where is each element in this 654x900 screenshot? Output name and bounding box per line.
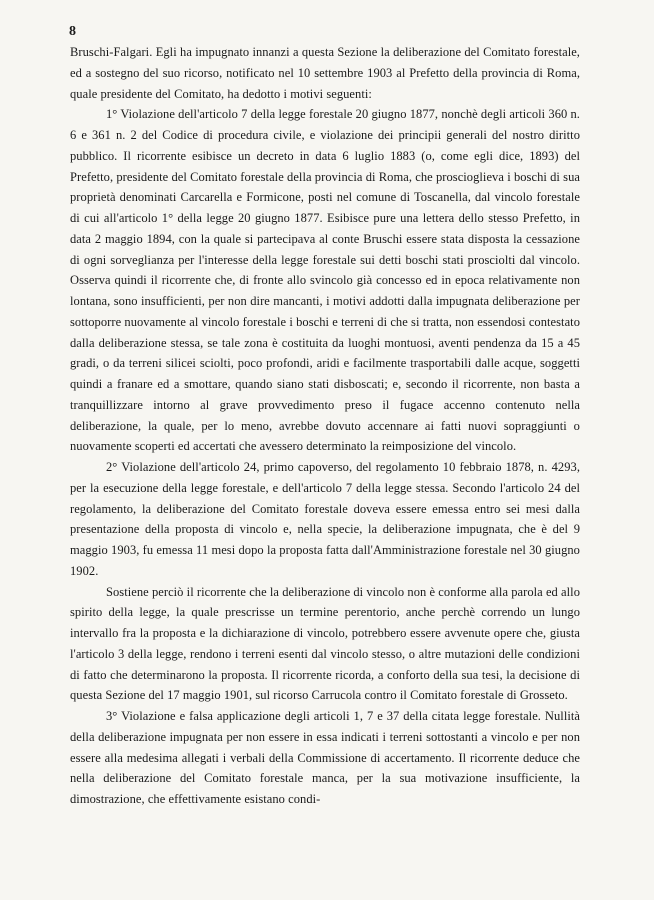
- paragraph-motive-1: 1° Violazione dell'articolo 7 della legge forestale 20 giugno 1877, nonchè degli articoli 360 n. 6 e 361 n. 2 del Codice di procedura civile, e violazione dei principii generali del nostro diritto pubblico. Il ricorrente esibisce un decreto in data 6 luglio 1883 (o, come egli dice, 1893) del Prefetto, presidente del Comitato forestale della provincia di Roma, che proscioglieva i boschi di sua proprietà denominati Carcarella e Formicone, posti nel comune di Toscanella, dal vincolo forestale di cui all'articolo 1° della legge 20 giugno 1877. Esibisce pure una lettera dello stesso Prefetto, in data 2 maggio 1894, con la quale si partecipava al conte Bruschi essere stata disposta la cessazione di ogni sorveglianza per l'interesse della legge forestale sui detti boschi stati prosciolti dal vincolo. Osserva quindi il ricorrente che, di fronte allo svincolo già concesso ed in epoca relativamente non lontana, sono insufficienti, per non dire mancanti, i motivi addotti dalla impugnata deliberazione per sottoporre nuovamente al vincolo forestale i boschi e terreni di che si tratta, non essendosi contestato dalla deliberazione stessa, se tale zona è costituita da luoghi montuosi, aventi pendenza da 15 a 45 gradi, o da terreni silicei sciolti, poco profondi, aridi e facilmente trasportabili dalle acque, soggetti quindi a franare ed a smottare, quando siano stati disboscati; e, secondo il ricorrente, non basta a tranquillizzare intorno al grave provvedimento preso il fugace accenno contenuto nella deliberazione, la quale, per lo meno, avrebbe dovuto accennare ai fatti nuovi sopraggiunti o nuovamente scoperti ed accertati che avessero determinato la reimposizione del vincolo.: [70, 107, 580, 454]
- paragraph-motive-2: 2° Violazione dell'articolo 24, primo capoverso, del regolamento 10 febbraio 1878, n. 4293, per la esecuzione della legge forestale, e dell'articolo 7 della legge stessa. Secondo l'articolo 24 del regolamento, la deliberazione del Comitato forestale doveva essere emessa entro sei mesi dalla presentazione della proposta di vincolo e, nella specie, la deliberazione impugnata, che è del 9 maggio 1903, fu emessa 11 mesi dopo la proposta fatta dall'Amministrazione forestale nel 30 giugno 1902.: [70, 460, 580, 578]
- paragraph-argument: Sostiene perciò il ricorrente che la deliberazione di vincolo non è conforme alla parola ed allo spirito della legge, la quale prescrisse un termine perentorio, anche perchè correndo un lungo intervallo fra la proposta e la dichiarazione di vincolo, potrebbero essere avvenute opere che, giusta l'articolo 3 della legge, rendono i terreni esenti dal vincolo stesso, o altre mutazioni delle condizioni di fatto che determinarono la proposta. Il ricorrente ricorda, a conforto della sua tesi, la decisione di questa Sezione del 17 maggio 1901, sul ricorso Carrucola contro il Comitato forestale di Grosseto.: [70, 584, 580, 703]
- paragraph-motive-3: 3° Violazione e falsa applicazione degli articoli 1, 7 e 37 della citata legge forestale. Nullità della deliberazione impugnata per non essere in essa indicati i terreni sottostanti a vincolo e per non essere alla medesima allegati i verbali della Commissione di accertamento. Il ricorrente deduce che nella deliberazione del Comitato forestale manca, per la sua motivazione insufficiente, la dimostrazione, che effettivamente esistano condi-: [70, 709, 580, 806]
- paragraph-continuation: Bruschi-Falgari. Egli ha impugnato innanzi a questa Sezione la deliberazione del Comitato forestale, ed a sostegno del suo ricorso, notificato nel 10 settembre 1903 al Prefetto della provincia di Roma, quale presidente del Comitato, ha dedotto i motivi seguenti:: [70, 45, 580, 101]
- body-text: [70, 42, 580, 810]
- page-number: 8: [69, 24, 76, 39]
